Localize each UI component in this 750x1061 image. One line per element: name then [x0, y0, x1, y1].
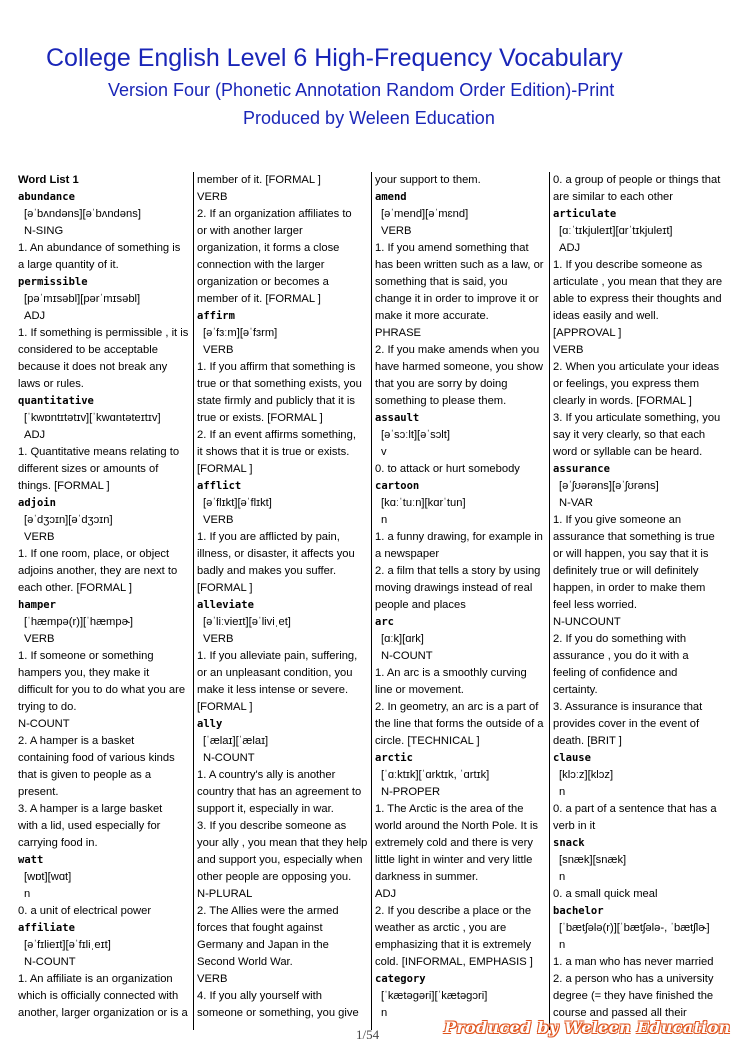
pos-or-phonetic: [əˈflɪkt][əˈflɪkt]: [203, 497, 272, 509]
definition-line: 2. The Allies were the armed: [197, 905, 339, 917]
definition-line: 3. A hamper is a large basket: [18, 803, 163, 815]
definition-line: organization or becomes a: [197, 276, 329, 288]
definition-line: feeling of confidence and: [553, 667, 678, 679]
definition-line: VERB: [553, 344, 584, 356]
definition-line: adjoins another, they are next to: [18, 565, 178, 577]
definition-line: verb in it: [553, 820, 596, 832]
definition-line: N-PLURAL: [197, 888, 253, 900]
definition-line: line or movement.: [375, 684, 464, 696]
definition-line: ideas easily and well.: [553, 310, 659, 322]
headword: category: [375, 973, 426, 985]
definition-line: your support to them.: [375, 174, 481, 186]
definition-line: 3. If you describe someone as: [197, 820, 347, 832]
pos-or-phonetic: n: [381, 514, 388, 526]
definition-line: 1. The Arctic is the area of the: [375, 803, 524, 815]
pos-or-phonetic: N-VAR: [559, 497, 593, 509]
pos-or-phonetic: [klɔːz][klɔz]: [559, 769, 614, 781]
definition-line: 2. In geometry, an arc is a part of: [375, 701, 539, 713]
definition-line: laws or rules.: [18, 378, 84, 390]
definition-line: 4. If you ally yourself with: [197, 990, 322, 1002]
definition-line: weather as arctic , you are: [375, 922, 507, 934]
definition-line: other people are opposing you.: [197, 871, 352, 883]
pos-or-phonetic: N-PROPER: [381, 786, 441, 798]
pos-or-phonetic: ADJ: [559, 242, 581, 254]
headword: arc: [375, 616, 394, 628]
pos-or-phonetic: [kɑːˈtuːn][kɑrˈtun]: [381, 497, 466, 509]
definition-line: and support you, especially when: [197, 854, 363, 866]
headword: hamper: [18, 599, 56, 611]
headword: affiliate: [18, 922, 75, 934]
definition-line: trying to do.: [18, 701, 77, 713]
definition-line: country that has an agreement to: [197, 786, 362, 798]
definition-line: extremely cold and there is very: [375, 837, 533, 849]
headword: amend: [375, 191, 407, 203]
definition-line: 1. If you give someone an: [553, 514, 682, 526]
headword: watt: [18, 854, 44, 866]
definition-line: darkness in summer.: [375, 871, 479, 883]
definition-line: illness, or disaster, it affects you: [197, 548, 355, 560]
pos-or-phonetic: n: [559, 871, 566, 883]
headword: assault: [375, 412, 420, 424]
definition-line: difficult for you to do what you are: [18, 684, 186, 696]
definition-line: different sizes or amounts of: [18, 463, 159, 475]
definition-line: organization, it forms a close: [197, 242, 340, 254]
definition-line: member of it. [FORMAL ]: [197, 174, 321, 186]
headword: articulate: [553, 208, 617, 220]
pos-or-phonetic: [əˈʃʊərəns][əˈʃʊrəns]: [559, 480, 659, 492]
pos-or-phonetic: [əˈsɔːlt][əˈsɔlt]: [381, 429, 450, 441]
definition-line: someone or something, you give: [197, 1007, 359, 1019]
definition-line: that is given to people as a: [18, 769, 152, 781]
pos-or-phonetic: [əˈbʌndəns][əˈbʌndəns]: [24, 208, 141, 220]
definition-line: word or syllable can be heard.: [553, 446, 703, 458]
definition-line: have harmed someone, you show: [375, 361, 543, 373]
headword: clause: [553, 752, 591, 764]
column-divider: [549, 172, 550, 1030]
pos-or-phonetic: N-COUNT: [381, 650, 433, 662]
page-subtitle: Version Four (Phonetic Annotation Random Order Edition)-Print: [108, 80, 615, 100]
pos-or-phonetic: VERB: [24, 633, 55, 645]
definition-line: Second World War.: [197, 956, 293, 968]
definition-line: 0. a unit of electrical power: [18, 905, 152, 917]
definition-line: 3. Assurance is insurance that: [553, 701, 703, 713]
definition-line: each other. [FORMAL ]: [18, 582, 132, 594]
definition-line: or will happen, you say that it is: [553, 548, 709, 560]
pos-or-phonetic: [ˈkætəgəri][ˈkætəgɔri]: [381, 990, 488, 1002]
definition-line: considered to be acceptable: [18, 344, 158, 356]
definition-line: 2. When you articulate your ideas: [553, 361, 720, 373]
definition-line: 0. a part of a sentence that has a: [553, 803, 717, 815]
definition-line: with a lid, used especially for: [18, 820, 161, 832]
definition-line: present.: [18, 786, 59, 798]
headword: snack: [553, 837, 585, 849]
pos-or-phonetic: n: [24, 888, 31, 900]
definition-line: state firmly and publicly that it is: [197, 395, 355, 407]
pos-or-phonetic: ADJ: [24, 429, 46, 441]
definition-line: provides cover in the event of: [553, 718, 700, 730]
pos-or-phonetic: [ˈɑːktɪk][ˈɑrktɪk, ˈɑrtɪk]: [381, 769, 490, 781]
definition-line: feel less worried.: [553, 599, 637, 611]
pos-or-phonetic: n: [381, 1007, 388, 1019]
definition-line: moving drawings instead of real: [375, 582, 533, 594]
pos-or-phonetic: N-SING: [24, 225, 64, 237]
definition-line: 1. If something is permissible , it is: [18, 327, 189, 339]
definition-line: assurance , you do it with a: [553, 650, 689, 662]
definition-line: degree (= they have finished the: [553, 990, 714, 1002]
headword: affirm: [197, 310, 235, 322]
definition-line: 1. An abundance of something is: [18, 242, 181, 254]
definition-line: make it more accurate.: [375, 310, 489, 322]
pos-or-phonetic: [əˈmend][əˈmɛnd]: [381, 208, 469, 220]
headword: afflict: [197, 480, 242, 492]
definition-line: forces that fought against: [197, 922, 323, 934]
definition-line: ADJ: [375, 888, 397, 900]
headword: abundance: [18, 191, 75, 203]
definition-line: able to express their thoughts and: [553, 293, 722, 305]
definition-line: N-UNCOUNT: [553, 616, 621, 628]
definition-line: 2. If an organization affiliates to: [197, 208, 352, 220]
definition-line: 0. a small quick meal: [553, 888, 658, 900]
pos-or-phonetic: n: [559, 786, 566, 798]
pos-or-phonetic: [pəˈmɪsəbl][pərˈmɪsəbl]: [24, 293, 141, 305]
pos-or-phonetic: ADJ: [24, 310, 46, 322]
definition-line: 2. If you describe a place or the: [375, 905, 532, 917]
definition-line: course and passed all their: [553, 1007, 687, 1019]
definition-line: true or exists. [FORMAL ]: [197, 412, 323, 424]
definition-line: certainty.: [553, 684, 598, 696]
definition-line: a newspaper: [375, 548, 440, 560]
definition-line: 1. If someone or something: [18, 650, 154, 662]
definition-line: something to please them.: [375, 395, 507, 407]
definition-line: the line that forms the outside of a: [375, 718, 544, 730]
definition-line: 1. If you describe someone as: [553, 259, 703, 271]
definition-line: 2. a film that tells a story by using: [375, 565, 541, 577]
column-2: [197, 172, 367, 1030]
definition-line: are similar to each other: [553, 191, 674, 203]
definition-line: 2. A hamper is a basket: [18, 735, 135, 747]
definition-line: 0. a group of people or things that: [553, 174, 721, 186]
definition-line: 1. Quantitative means relating to: [18, 446, 180, 458]
definition-line: little light in winter and very little: [375, 854, 533, 866]
headword: cartoon: [375, 480, 420, 492]
definition-line: 2. a person who has a university: [553, 973, 714, 985]
pos-or-phonetic: VERB: [203, 633, 234, 645]
pos-or-phonetic: N-COUNT: [24, 956, 76, 968]
definition-line: 1. If you are afflicted by pain,: [197, 531, 340, 543]
definition-line: or with another larger: [197, 225, 303, 237]
definition-line: has been written such as a law, or: [375, 259, 544, 271]
pos-or-phonetic: [ˈkwɒntɪtətɪv][ˈkwɑntəteɪtɪv]: [24, 412, 161, 424]
definition-line: [FORMAL ]: [197, 463, 253, 475]
definition-line: 1. a man who has never married: [553, 956, 714, 968]
definition-line: 1. If you amend something that: [375, 242, 529, 254]
headword: assurance: [553, 463, 610, 475]
page-title: College English Level 6 High-Frequency Vocabulary: [46, 44, 623, 72]
definition-line: 1. An arc is a smoothly curving: [375, 667, 527, 679]
definition-line: 3. If you articulate something, you: [553, 412, 721, 424]
pos-or-phonetic: [ɑːˈtɪkjuleɪt][ɑrˈtɪkjuleɪt]: [559, 225, 673, 237]
column-1: [18, 172, 191, 1030]
pos-or-phonetic: VERB: [381, 225, 412, 237]
pos-or-phonetic: VERB: [24, 531, 55, 543]
headword: permissible: [18, 276, 88, 288]
definition-line: connection with the larger: [197, 259, 325, 271]
definition-line: things. [FORMAL ]: [18, 480, 110, 492]
headword: ally: [197, 718, 223, 730]
pos-or-phonetic: v: [381, 446, 387, 458]
pos-or-phonetic: N-COUNT: [203, 752, 255, 764]
pos-or-phonetic: [əˈfɪlieɪt][əˈfɪliˌeɪt]: [24, 939, 111, 951]
watermark-logo: Produced by Weleen Education: [444, 1018, 731, 1037]
definition-line: [FORMAL ]: [197, 701, 253, 713]
definition-line: PHRASE: [375, 327, 422, 339]
definition-line: Germany and Japan in the: [197, 939, 329, 951]
definition-line: 0. to attack or hurt somebody: [375, 463, 520, 475]
pos-or-phonetic: [ɑːk][ɑrk]: [381, 633, 424, 645]
definition-line: because it does not break any: [18, 361, 168, 373]
headword: bachelor: [553, 905, 604, 917]
headword: arctic: [375, 752, 413, 764]
vocabulary-columns: [18, 172, 738, 1030]
definition-line: assurance that something is true: [553, 531, 715, 543]
producer-line: Produced by Weleen Education: [243, 108, 495, 128]
column-divider: [193, 172, 194, 1030]
definition-line: VERB: [197, 973, 228, 985]
definition-line: 2. If an event affirms something,: [197, 429, 356, 441]
document-header: [0, 0, 750, 150]
headword: quantitative: [18, 395, 94, 407]
definition-line: N-COUNT: [18, 718, 70, 730]
definition-line: 1. An affiliate is an organization: [18, 973, 173, 985]
pos-or-phonetic: [əˈliːvieɪt][əˈliviˌet]: [203, 616, 291, 628]
definition-line: something that is said, you: [375, 276, 508, 288]
definition-line: member of it. [FORMAL ]: [197, 293, 321, 305]
pos-or-phonetic: VERB: [203, 344, 234, 356]
definition-line: circle. [TECHNICAL ]: [375, 735, 480, 747]
pos-or-phonetic: [ˈælaɪ][ˈælaɪ]: [203, 735, 269, 747]
definition-line: a large quantity of it.: [18, 259, 119, 271]
definition-line: support it, especially in war.: [197, 803, 334, 815]
definition-line: true or that something exists, you: [197, 378, 362, 390]
definition-line: or feelings, you express them: [553, 378, 700, 390]
definition-line: 2. If you do something with: [553, 633, 687, 645]
definition-line: hampers you, they make it: [18, 667, 150, 679]
pos-or-phonetic: [ˈbætʃələ(r)][ˈbætʃələ-, ˈbætʃlɚ]: [559, 922, 710, 934]
headword: alleviate: [197, 599, 254, 611]
definition-line: 1. A country's ally is another: [197, 769, 336, 781]
definition-line: 1. If you affirm that something is: [197, 361, 356, 373]
page-number: 1/54: [356, 1027, 380, 1042]
definition-line: which is officially connected with: [18, 990, 179, 1002]
definition-line: emphasizing that it is extremely: [375, 939, 532, 951]
definition-line: 1. If one room, place, or object: [18, 548, 170, 560]
definition-line: make it less intense or severe.: [197, 684, 349, 696]
definition-line: [FORMAL ]: [197, 582, 253, 594]
definition-line: 1. a funny drawing, for example in: [375, 531, 543, 543]
definition-line: say it very clearly, so that each: [553, 429, 706, 441]
definition-line: articulate , you mean that they are: [553, 276, 723, 288]
headword: adjoin: [18, 497, 56, 509]
definition-line: or an unpleasant condition, you: [197, 667, 353, 679]
definition-line: death. [BRIT ]: [553, 735, 622, 747]
definition-line: cold. [INFORMAL, EMPHASIS ]: [375, 956, 533, 968]
definition-line: VERB: [197, 191, 228, 203]
definition-line: that you are sorry by doing: [375, 378, 508, 390]
pos-or-phonetic: [əˈdʒɔɪn][əˈdʒɔɪn]: [24, 514, 113, 526]
pos-or-phonetic: VERB: [203, 514, 234, 526]
column-4: [553, 172, 733, 1030]
definition-line: world around the North Pole. It is: [375, 820, 538, 832]
definition-line: containing food of various kinds: [18, 752, 175, 764]
definition-line: 2. If you make amends when you: [375, 344, 540, 356]
pos-or-phonetic: [ˈhæmpə(r)][ˈhæmpɚ]: [24, 616, 133, 628]
definition-line: definitely true or will definitely: [553, 565, 699, 577]
pos-or-phonetic: [əˈfɜːm][əˈfɜrm]: [203, 327, 278, 339]
definition-line: 1. If you alleviate pain, suffering,: [197, 650, 358, 662]
definition-line: your ally , you mean that they help: [197, 837, 367, 849]
column-3: [375, 172, 546, 1030]
definition-line: badly and makes you suffer.: [197, 565, 337, 577]
pos-or-phonetic: n: [559, 939, 566, 951]
definition-line: [APPROVAL ]: [553, 327, 622, 339]
definition-line: clearly in words. [FORMAL ]: [553, 395, 692, 407]
definition-line: change it in order to improve it or: [375, 293, 539, 305]
word-list-heading: Word List 1: [18, 174, 79, 186]
column-divider: [371, 172, 372, 1030]
definition-line: another, larger organization or is a: [18, 1007, 188, 1019]
definition-line: happen, in order to make them: [553, 582, 706, 594]
pos-or-phonetic: [wɒt][wɑt]: [24, 871, 72, 883]
definition-line: people and places: [375, 599, 466, 611]
pos-or-phonetic: [snæk][snæk]: [559, 854, 627, 866]
definition-line: carrying food in.: [18, 837, 98, 849]
definition-line: it shows that it is true or exists.: [197, 446, 350, 458]
